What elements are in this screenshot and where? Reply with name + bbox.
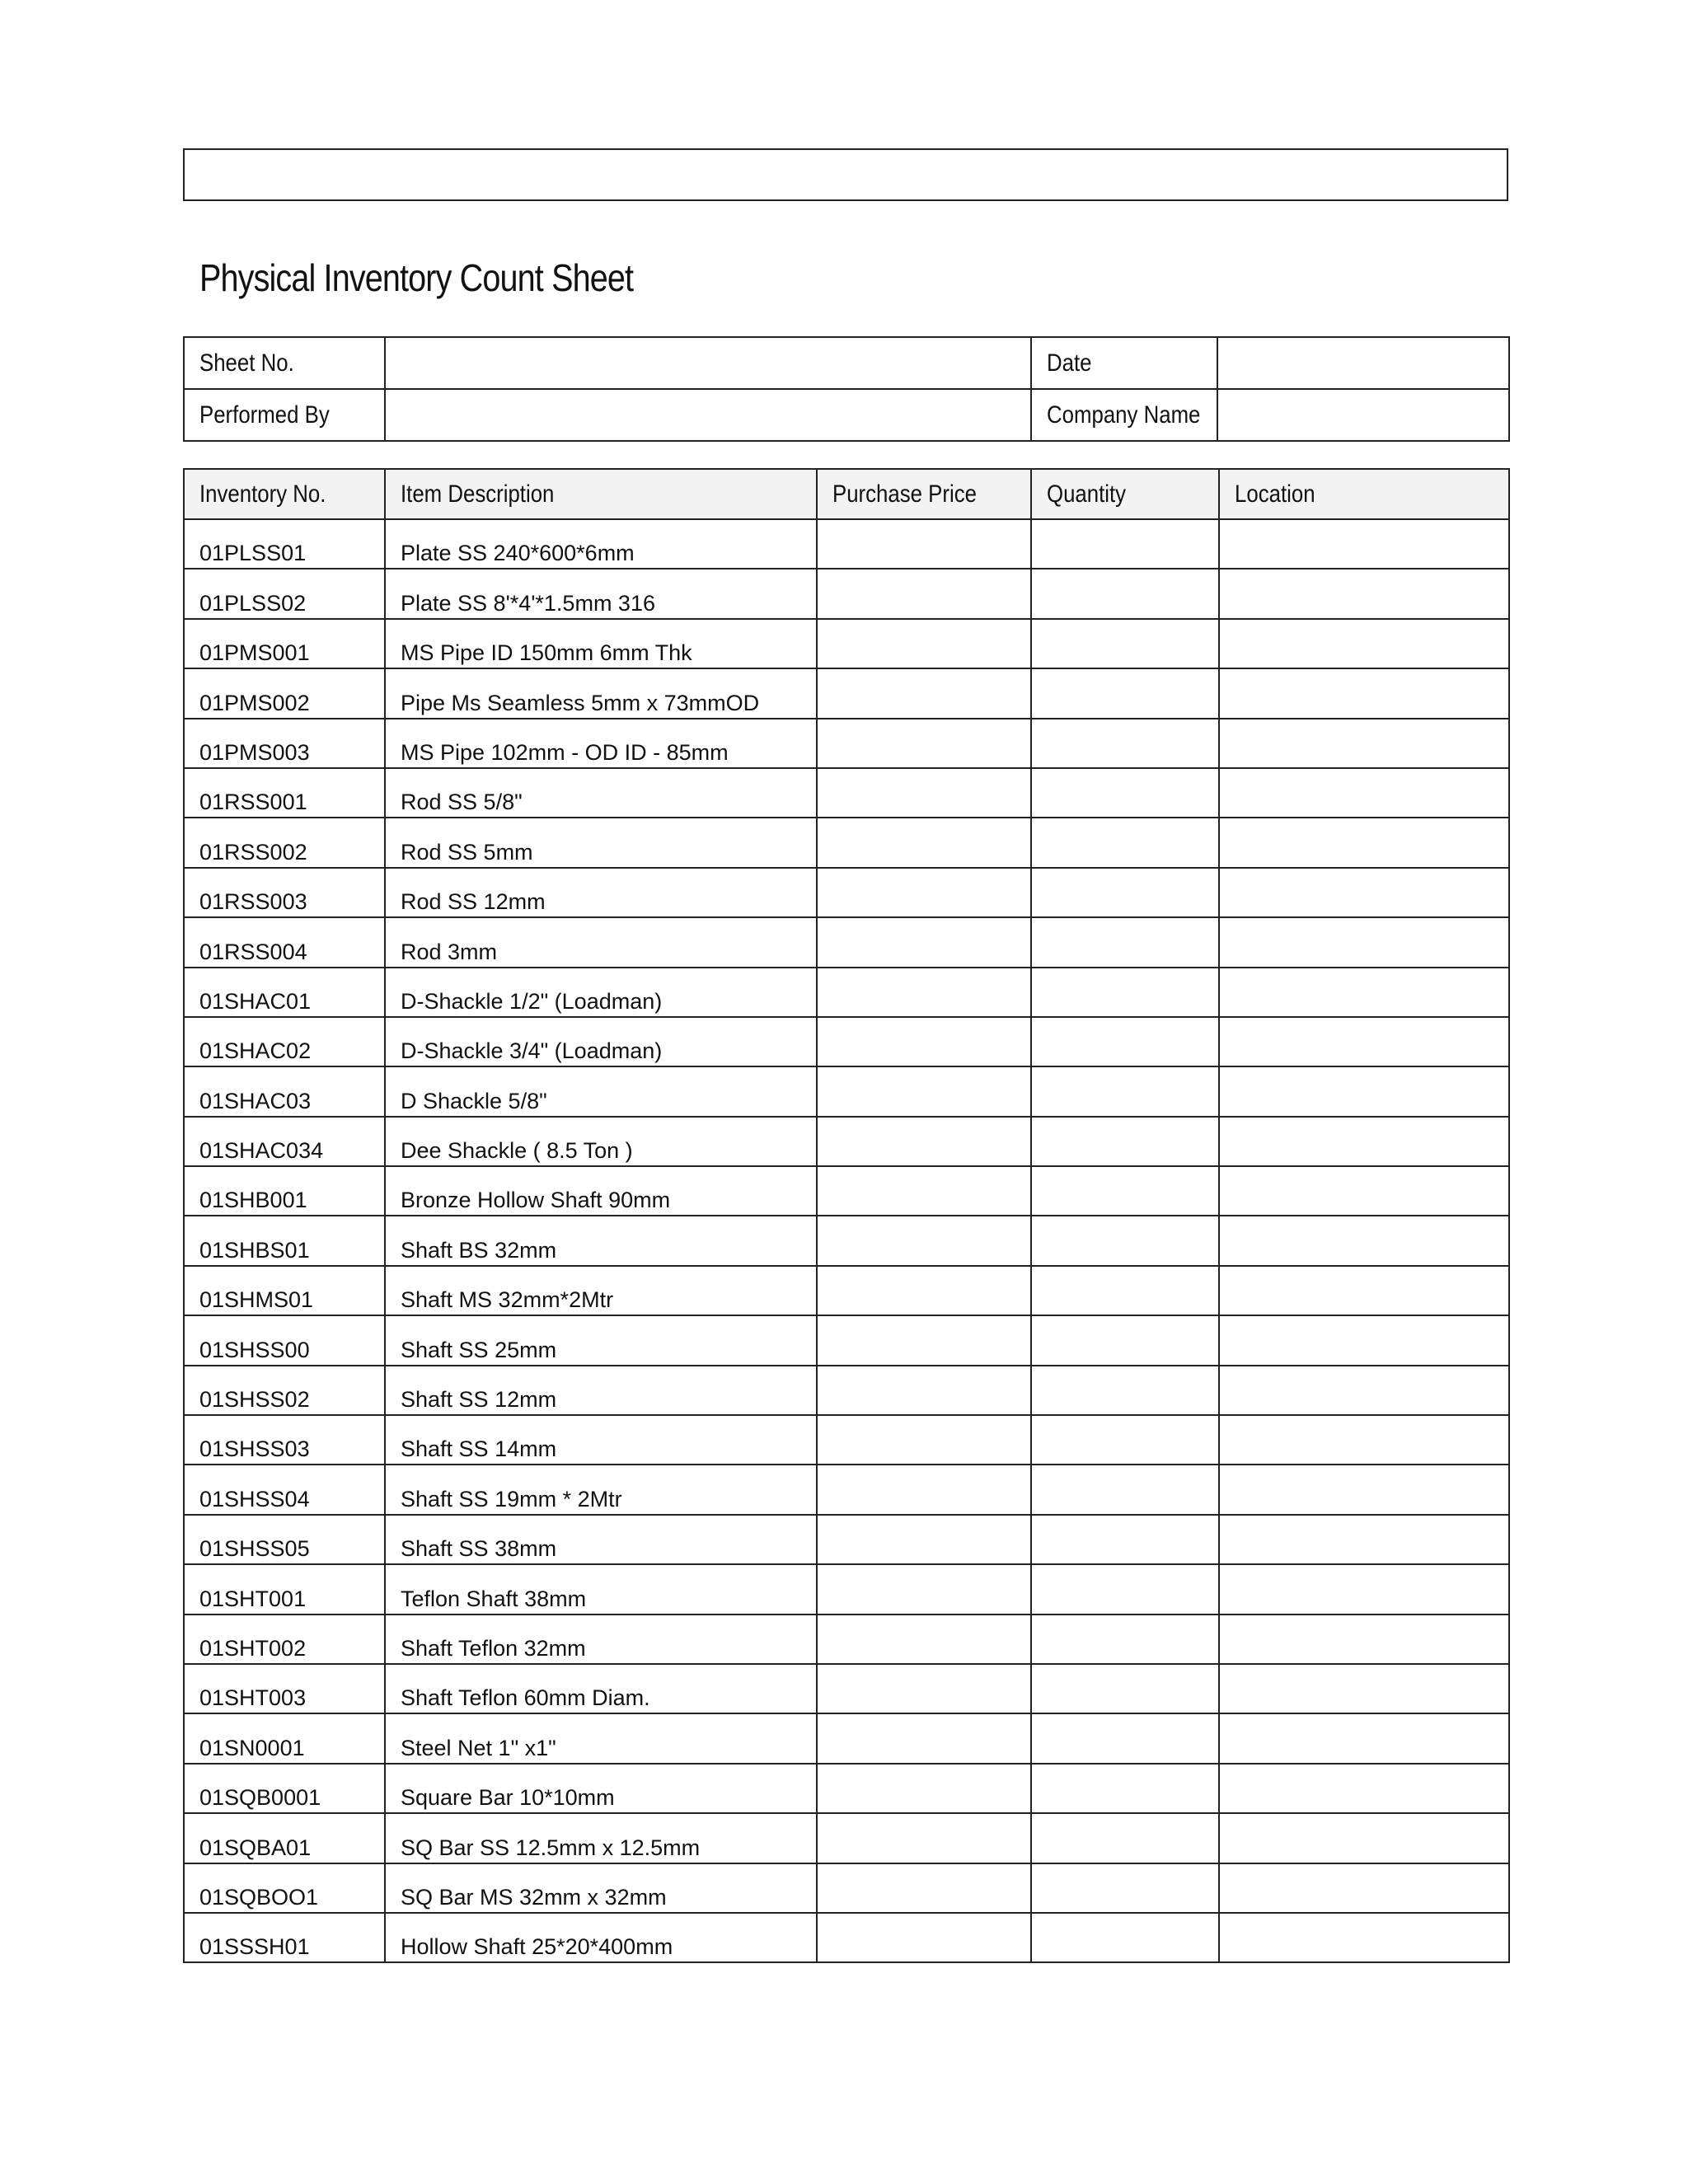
table-row [184, 1564, 1509, 1614]
col-header-inventory-no: Inventory No. [184, 469, 385, 519]
inventory-no-cell: 01RSS004 [184, 917, 385, 967]
date-label: Date [1031, 337, 1217, 389]
table-row [184, 1366, 1509, 1415]
sheet-no-field[interactable] [385, 337, 1031, 389]
quantity-cell[interactable] [1031, 1266, 1219, 1315]
inventory-no-cell: 01SHSS05 [184, 1515, 385, 1564]
inventory-table [183, 468, 1510, 1963]
table-row [184, 1764, 1509, 1813]
header-box [183, 148, 1508, 201]
purchase-price-cell[interactable] [817, 1017, 1031, 1066]
item-description-cell: Rod 3mm [385, 917, 817, 967]
item-description-cell: Square Bar 10*10mm [385, 1764, 817, 1813]
table-row [184, 818, 1509, 867]
inventory-no-cell: 01SHSS04 [184, 1465, 385, 1514]
inventory-no-cell: 01SHT002 [184, 1615, 385, 1664]
purchase-price-cell[interactable] [817, 619, 1031, 668]
page-title: Physical Inventory Count Sheet [199, 256, 634, 299]
location-cell[interactable] [1219, 868, 1509, 917]
item-description-cell: Teflon Shaft 38mm [385, 1564, 817, 1614]
quantity-cell[interactable] [1031, 1117, 1219, 1166]
table-row [184, 569, 1509, 618]
sheet-info-table [183, 336, 1510, 442]
location-cell[interactable] [1219, 1615, 1509, 1664]
inventory-no-cell: 01SHSS00 [184, 1315, 385, 1365]
purchase-price-cell[interactable] [817, 1117, 1031, 1166]
inventory-no-cell: 01PMS003 [184, 719, 385, 768]
inventory-no-cell: 01SHBS01 [184, 1216, 385, 1265]
purchase-price-cell[interactable] [817, 1615, 1031, 1664]
location-cell[interactable] [1219, 668, 1509, 718]
quantity-cell[interactable] [1031, 519, 1219, 569]
inventory-no-cell: 01SHB001 [184, 1166, 385, 1216]
location-cell[interactable] [1219, 1764, 1509, 1813]
location-cell[interactable] [1219, 1465, 1509, 1514]
location-cell[interactable] [1219, 968, 1509, 1017]
item-description-cell: MS Pipe 102mm - OD ID - 85mm [385, 719, 817, 768]
item-description-cell: Plate SS 8'*4'*1.5mm 316 [385, 569, 817, 618]
quantity-cell[interactable] [1031, 569, 1219, 618]
item-description-cell: Rod SS 5mm [385, 818, 817, 867]
item-description-cell: Plate SS 240*600*6mm [385, 519, 817, 569]
table-row [184, 668, 1509, 718]
purchase-price-cell[interactable] [817, 868, 1031, 917]
col-header-purchase-price: Purchase Price [817, 469, 1031, 519]
quantity-cell[interactable] [1031, 1166, 1219, 1216]
purchase-price-cell[interactable] [817, 1564, 1031, 1614]
purchase-price-cell[interactable] [817, 1664, 1031, 1713]
table-row [184, 1117, 1509, 1166]
item-description-cell: Shaft BS 32mm [385, 1216, 817, 1265]
quantity-cell[interactable] [1031, 818, 1219, 867]
item-description-cell: D-Shackle 3/4" (Loadman) [385, 1017, 817, 1066]
inventory-rows [184, 519, 1509, 1962]
purchase-price-cell[interactable] [817, 1913, 1031, 1962]
inventory-no-cell: 01SHAC03 [184, 1066, 385, 1116]
location-cell[interactable] [1219, 768, 1509, 818]
location-cell[interactable] [1219, 1863, 1509, 1913]
inventory-no-cell: 01SQB0001 [184, 1764, 385, 1813]
quantity-cell[interactable] [1031, 1615, 1219, 1664]
quantity-cell[interactable] [1031, 719, 1219, 768]
table-row [184, 917, 1509, 967]
item-description-cell: Rod SS 12mm [385, 868, 817, 917]
purchase-price-cell[interactable] [817, 1415, 1031, 1465]
table-row [184, 1664, 1509, 1713]
item-description-cell: Steel Net 1" x1" [385, 1713, 817, 1763]
item-description-cell: D Shackle 5/8" [385, 1066, 817, 1116]
item-description-cell: Shaft Teflon 60mm Diam. [385, 1664, 817, 1713]
table-row [184, 1166, 1509, 1216]
purchase-price-cell[interactable] [817, 668, 1031, 718]
table-row [184, 619, 1509, 668]
table-row [184, 1266, 1509, 1315]
purchase-price-cell[interactable] [817, 519, 1031, 569]
purchase-price-cell[interactable] [817, 1515, 1031, 1564]
item-description-cell: Pipe Ms Seamless 5mm x 73mmOD [385, 668, 817, 718]
inventory-no-cell: 01SQBA01 [184, 1813, 385, 1863]
purchase-price-cell[interactable] [817, 1266, 1031, 1315]
quantity-cell[interactable] [1031, 1415, 1219, 1465]
item-description-cell: SQ Bar SS 12.5mm x 12.5mm [385, 1813, 817, 1863]
purchase-price-cell[interactable] [817, 569, 1031, 618]
table-row [184, 968, 1509, 1017]
location-cell[interactable] [1219, 1366, 1509, 1415]
table-row [184, 1066, 1509, 1116]
location-cell[interactable] [1219, 818, 1509, 867]
quantity-cell[interactable] [1031, 768, 1219, 818]
table-row [184, 1465, 1509, 1514]
item-description-cell: Shaft Teflon 32mm [385, 1615, 817, 1664]
company-name-field[interactable] [1217, 389, 1509, 441]
performed-by-label: Performed By [184, 389, 385, 441]
location-cell[interactable] [1219, 1713, 1509, 1763]
location-cell[interactable] [1219, 1315, 1509, 1365]
inventory-no-cell: 01SHT001 [184, 1564, 385, 1614]
item-description-cell: Rod SS 5/8" [385, 768, 817, 818]
quantity-cell[interactable] [1031, 1764, 1219, 1813]
purchase-price-cell[interactable] [817, 1764, 1031, 1813]
col-header-location: Location [1219, 469, 1509, 519]
purchase-price-cell[interactable] [817, 1066, 1031, 1116]
inventory-no-cell: 01SHSS03 [184, 1415, 385, 1465]
location-cell[interactable] [1219, 1664, 1509, 1713]
location-cell[interactable] [1219, 1216, 1509, 1265]
inventory-no-cell: 01PMS002 [184, 668, 385, 718]
table-row [184, 1913, 1509, 1962]
purchase-price-cell[interactable] [817, 1166, 1031, 1216]
item-description-cell: Hollow Shaft 25*20*400mm [385, 1913, 817, 1962]
quantity-cell[interactable] [1031, 1066, 1219, 1116]
location-cell[interactable] [1219, 1813, 1509, 1863]
location-cell[interactable] [1219, 1564, 1509, 1614]
table-row [184, 1216, 1509, 1265]
inventory-no-cell: 01SSSH01 [184, 1913, 385, 1962]
purchase-price-cell[interactable] [817, 1315, 1031, 1365]
inventory-no-cell: 01SHSS02 [184, 1366, 385, 1415]
inventory-no-cell: 01SHMS01 [184, 1266, 385, 1315]
location-cell[interactable] [1219, 917, 1509, 967]
location-cell[interactable] [1219, 1117, 1509, 1166]
performed-by-field[interactable] [385, 389, 1031, 441]
quantity-cell[interactable] [1031, 1863, 1219, 1913]
item-description-cell: Shaft SS 14mm [385, 1415, 817, 1465]
table-row [184, 768, 1509, 818]
inventory-no-cell: 01SQBOO1 [184, 1863, 385, 1913]
location-cell[interactable] [1219, 1415, 1509, 1465]
quantity-cell[interactable] [1031, 1017, 1219, 1066]
item-description-cell: Shaft SS 38mm [385, 1515, 817, 1564]
inventory-header-row [184, 469, 1509, 519]
item-description-cell: Shaft MS 32mm*2Mtr [385, 1266, 817, 1315]
location-cell[interactable] [1219, 1017, 1509, 1066]
quantity-cell[interactable] [1031, 868, 1219, 917]
table-row [184, 1017, 1509, 1066]
date-field[interactable] [1217, 337, 1509, 389]
purchase-price-cell[interactable] [817, 1465, 1031, 1514]
table-row [184, 1315, 1509, 1365]
sheet-info-row [184, 389, 1509, 441]
item-description-cell: MS Pipe ID 150mm 6mm Thk [385, 619, 817, 668]
location-cell[interactable] [1219, 619, 1509, 668]
quantity-cell[interactable] [1031, 1713, 1219, 1763]
col-header-quantity: Quantity [1031, 469, 1219, 519]
inventory-no-cell: 01SHAC01 [184, 968, 385, 1017]
table-row [184, 1813, 1509, 1863]
inventory-no-cell: 01RSS002 [184, 818, 385, 867]
location-cell[interactable] [1219, 519, 1509, 569]
purchase-price-cell[interactable] [817, 768, 1031, 818]
item-description-cell: SQ Bar MS 32mm x 32mm [385, 1863, 817, 1913]
table-row [184, 1515, 1509, 1564]
purchase-price-cell[interactable] [817, 1713, 1031, 1763]
inventory-no-cell: 01RSS003 [184, 868, 385, 917]
location-cell[interactable] [1219, 1266, 1509, 1315]
quantity-cell[interactable] [1031, 1315, 1219, 1365]
location-cell[interactable] [1219, 1166, 1509, 1216]
table-row [184, 1863, 1509, 1913]
item-description-cell: Dee Shackle ( 8.5 Ton ) [385, 1117, 817, 1166]
location-cell[interactable] [1219, 1913, 1509, 1962]
purchase-price-cell[interactable] [817, 968, 1031, 1017]
inventory-no-cell: 01SHT003 [184, 1664, 385, 1713]
purchase-price-cell[interactable] [817, 719, 1031, 768]
quantity-cell[interactable] [1031, 619, 1219, 668]
item-description-cell: Shaft SS 19mm * 2Mtr [385, 1465, 817, 1514]
quantity-cell[interactable] [1031, 1564, 1219, 1614]
table-row [184, 868, 1509, 917]
inventory-no-cell: 01SHAC034 [184, 1117, 385, 1166]
purchase-price-cell[interactable] [817, 1813, 1031, 1863]
inventory-no-cell: 01PMS001 [184, 619, 385, 668]
item-description-cell: Shaft SS 12mm [385, 1366, 817, 1415]
col-header-item-description: Item Description [385, 469, 817, 519]
table-row [184, 1615, 1509, 1664]
location-cell[interactable] [1219, 569, 1509, 618]
quantity-cell[interactable] [1031, 968, 1219, 1017]
table-row [184, 719, 1509, 768]
inventory-no-cell: 01RSS001 [184, 768, 385, 818]
inventory-no-cell: 01SN0001 [184, 1713, 385, 1763]
item-description-cell: Shaft SS 25mm [385, 1315, 817, 1365]
quantity-cell[interactable] [1031, 1216, 1219, 1265]
quantity-cell[interactable] [1031, 1913, 1219, 1962]
sheet-info-row [184, 337, 1509, 389]
quantity-cell[interactable] [1031, 1366, 1219, 1415]
location-cell[interactable] [1219, 1515, 1509, 1564]
purchase-price-cell[interactable] [817, 917, 1031, 967]
quantity-cell[interactable] [1031, 668, 1219, 718]
item-description-cell: Bronze Hollow Shaft 90mm [385, 1166, 817, 1216]
table-row [184, 519, 1509, 569]
purchase-price-cell[interactable] [817, 1863, 1031, 1913]
location-cell[interactable] [1219, 1066, 1509, 1116]
table-row [184, 1713, 1509, 1763]
purchase-price-cell[interactable] [817, 818, 1031, 867]
table-row [184, 1415, 1509, 1465]
inventory-no-cell: 01SHAC02 [184, 1017, 385, 1066]
purchase-price-cell[interactable] [817, 1216, 1031, 1265]
quantity-cell[interactable] [1031, 1664, 1219, 1713]
item-description-cell: D-Shackle 1/2" (Loadman) [385, 968, 817, 1017]
quantity-cell[interactable] [1031, 1515, 1219, 1564]
inventory-no-cell: 01PLSS02 [184, 569, 385, 618]
quantity-cell[interactable] [1031, 1813, 1219, 1863]
location-cell[interactable] [1219, 719, 1509, 768]
purchase-price-cell[interactable] [817, 1366, 1031, 1415]
company-name-label: Company Name [1031, 389, 1217, 441]
inventory-no-cell: 01PLSS01 [184, 519, 385, 569]
quantity-cell[interactable] [1031, 1465, 1219, 1514]
quantity-cell[interactable] [1031, 917, 1219, 967]
sheet-no-label: Sheet No. [184, 337, 385, 389]
